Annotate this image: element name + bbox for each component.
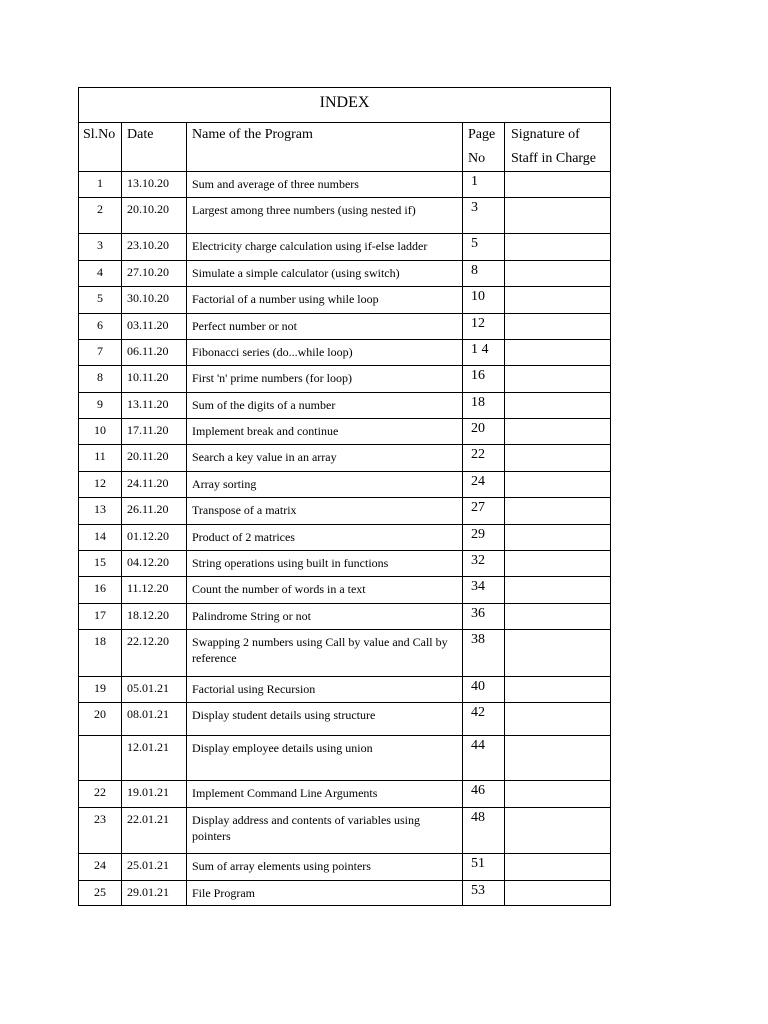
table-row: [79, 393, 611, 419]
row-page-no: 18: [463, 393, 505, 419]
row-slno: 6: [79, 314, 122, 340]
row-slno: 15: [79, 551, 122, 577]
row-page-no: 1: [463, 172, 505, 198]
row-program-name: Sum and average of three numbers: [187, 172, 463, 198]
row-signature: [505, 340, 611, 366]
row-page-no: 44: [463, 736, 505, 781]
index-title: INDEX: [79, 88, 611, 123]
row-slno: 4: [79, 261, 122, 287]
table-row: [79, 340, 611, 366]
header-signature: [505, 123, 611, 172]
table-row: [79, 630, 611, 677]
row-page-no: 10: [463, 287, 505, 314]
row-program-name: Sum of array elements using pointers: [187, 854, 463, 881]
row-slno: 1: [79, 172, 122, 198]
header-page-no: [463, 123, 505, 172]
row-signature: [505, 703, 611, 736]
row-page-no: 20: [463, 419, 505, 445]
title-row: [79, 88, 611, 123]
row-program-name: Factorial of a number using while loop: [187, 287, 463, 314]
row-page-no: 53: [463, 881, 505, 906]
row-slno: 17: [79, 604, 122, 630]
header-page-line2: No: [468, 151, 486, 166]
row-page-no: 22: [463, 445, 505, 472]
table-row: [79, 604, 611, 630]
row-signature: [505, 314, 611, 340]
row-date: 22.12.20: [122, 630, 187, 677]
row-slno: 19: [79, 677, 122, 703]
row-slno: 14: [79, 525, 122, 551]
row-date: 06.11.20: [122, 340, 187, 366]
header-row: [79, 123, 611, 172]
row-page-no: 3: [463, 198, 505, 234]
row-program-name: File Program: [187, 881, 463, 906]
row-page-no: 34: [463, 577, 505, 604]
row-program-name: Simulate a simple calculator (using switch): [187, 261, 463, 287]
row-signature: [505, 366, 611, 393]
row-slno: 22: [79, 781, 122, 808]
row-slno: [79, 736, 122, 781]
row-page-no: 40: [463, 677, 505, 703]
row-date: 01.12.20: [122, 525, 187, 551]
table-row: [79, 881, 611, 906]
row-date: 11.12.20: [122, 577, 187, 604]
index-rows: [79, 172, 611, 906]
header-signature-line2: Staff in Charge: [511, 151, 597, 166]
row-date: 24.11.20: [122, 472, 187, 498]
row-date: 17.11.20: [122, 419, 187, 445]
table-row: [79, 234, 611, 261]
row-signature: [505, 736, 611, 781]
row-page-no: 1 4: [463, 340, 505, 366]
table-row: [79, 577, 611, 604]
row-slno: 23: [79, 808, 122, 854]
row-date: 29.01.21: [122, 881, 187, 906]
row-program-name: Display address and contents of variables using pointers: [187, 808, 463, 854]
table-row: [79, 172, 611, 198]
row-date: 20.10.20: [122, 198, 187, 234]
row-page-no: 8: [463, 261, 505, 287]
row-signature: [505, 808, 611, 854]
row-page-no: 36: [463, 604, 505, 630]
row-page-no: 38: [463, 630, 505, 677]
table-row: [79, 854, 611, 881]
table-row: [79, 736, 611, 781]
row-signature: [505, 234, 611, 261]
row-page-no: 29: [463, 525, 505, 551]
row-date: 22.01.21: [122, 808, 187, 854]
row-program-name: Implement Command Line Arguments: [187, 781, 463, 808]
row-date: 12.01.21: [122, 736, 187, 781]
row-date: 26.11.20: [122, 498, 187, 525]
row-signature: [505, 577, 611, 604]
table-row: [79, 366, 611, 393]
index-table: [78, 87, 611, 906]
row-page-no: 48: [463, 808, 505, 854]
row-page-no: 24: [463, 472, 505, 498]
row-date: 13.11.20: [122, 393, 187, 419]
row-signature: [505, 881, 611, 906]
row-program-name: Sum of the digits of a number: [187, 393, 463, 419]
table-row: [79, 287, 611, 314]
row-program-name: Search a key value in an array: [187, 445, 463, 472]
row-date: 08.01.21: [122, 703, 187, 736]
row-program-name: Array sorting: [187, 472, 463, 498]
row-program-name: Palindrome String or not: [187, 604, 463, 630]
table-row: [79, 314, 611, 340]
row-program-name: String operations using built in functions: [187, 551, 463, 577]
row-signature: [505, 525, 611, 551]
row-signature: [505, 630, 611, 677]
row-slno: 5: [79, 287, 122, 314]
row-date: 13.10.20: [122, 172, 187, 198]
row-slno: 24: [79, 854, 122, 881]
row-date: 03.11.20: [122, 314, 187, 340]
row-slno: 9: [79, 393, 122, 419]
row-slno: 20: [79, 703, 122, 736]
row-program-name: Factorial using Recursion: [187, 677, 463, 703]
row-program-name: Display student details using structure: [187, 703, 463, 736]
table-row: [79, 472, 611, 498]
row-slno: 18: [79, 630, 122, 677]
header-signature-line1: Signature of: [511, 127, 580, 142]
header-slno: Sl.No: [79, 123, 122, 172]
row-signature: [505, 472, 611, 498]
row-signature: [505, 393, 611, 419]
row-page-no: 32: [463, 551, 505, 577]
table-row: [79, 198, 611, 234]
row-signature: [505, 287, 611, 314]
row-date: 05.01.21: [122, 677, 187, 703]
row-slno: 10: [79, 419, 122, 445]
row-date: 18.12.20: [122, 604, 187, 630]
row-page-no: 27: [463, 498, 505, 525]
row-date: 19.01.21: [122, 781, 187, 808]
row-program-name: First 'n' prime numbers (for loop): [187, 366, 463, 393]
row-date: 10.11.20: [122, 366, 187, 393]
table-row: [79, 703, 611, 736]
row-program-name: Count the number of words in a text: [187, 577, 463, 604]
row-program-name: Fibonacci series (do...while loop): [187, 340, 463, 366]
table-row: [79, 677, 611, 703]
row-slno: 8: [79, 366, 122, 393]
row-program-name: Swapping 2 numbers using Call by value and Call by reference: [187, 630, 463, 677]
row-date: 30.10.20: [122, 287, 187, 314]
row-page-no: 46: [463, 781, 505, 808]
row-program-name: Implement break and continue: [187, 419, 463, 445]
row-date: 23.10.20: [122, 234, 187, 261]
row-date: 25.01.21: [122, 854, 187, 881]
row-page-no: 51: [463, 854, 505, 881]
row-signature: [505, 854, 611, 881]
row-date: 27.10.20: [122, 261, 187, 287]
row-date: 04.12.20: [122, 551, 187, 577]
header-date: Date: [122, 123, 187, 172]
row-slno: 16: [79, 577, 122, 604]
row-date: 20.11.20: [122, 445, 187, 472]
row-slno: 7: [79, 340, 122, 366]
table-row: [79, 808, 611, 854]
table-row: [79, 498, 611, 525]
row-slno: 13: [79, 498, 122, 525]
row-slno: 25: [79, 881, 122, 906]
row-signature: [505, 419, 611, 445]
row-program-name: Transpose of a matrix: [187, 498, 463, 525]
row-signature: [505, 498, 611, 525]
row-program-name: Perfect number or not: [187, 314, 463, 340]
row-page-no: 42: [463, 703, 505, 736]
row-signature: [505, 551, 611, 577]
row-page-no: 16: [463, 366, 505, 393]
row-slno: 12: [79, 472, 122, 498]
row-page-no: 12: [463, 314, 505, 340]
row-signature: [505, 445, 611, 472]
row-signature: [505, 677, 611, 703]
row-program-name: Electricity charge calculation using if-else ladder: [187, 234, 463, 261]
row-program-name: Product of 2 matrices: [187, 525, 463, 551]
row-signature: [505, 261, 611, 287]
table-row: [79, 781, 611, 808]
row-signature: [505, 198, 611, 234]
row-signature: [505, 172, 611, 198]
row-slno: 3: [79, 234, 122, 261]
header-program-name: Name of the Program: [187, 123, 463, 172]
table-row: [79, 551, 611, 577]
row-signature: [505, 604, 611, 630]
row-program-name: Display employee details using union: [187, 736, 463, 781]
table-row: [79, 261, 611, 287]
row-signature: [505, 781, 611, 808]
header-page-line1: Page: [468, 127, 496, 142]
row-slno: 11: [79, 445, 122, 472]
row-page-no: 5: [463, 234, 505, 261]
row-program-name: Largest among three numbers (using nested if): [187, 198, 463, 234]
table-row: [79, 445, 611, 472]
table-row: [79, 419, 611, 445]
table-row: [79, 525, 611, 551]
row-slno: 2: [79, 198, 122, 234]
